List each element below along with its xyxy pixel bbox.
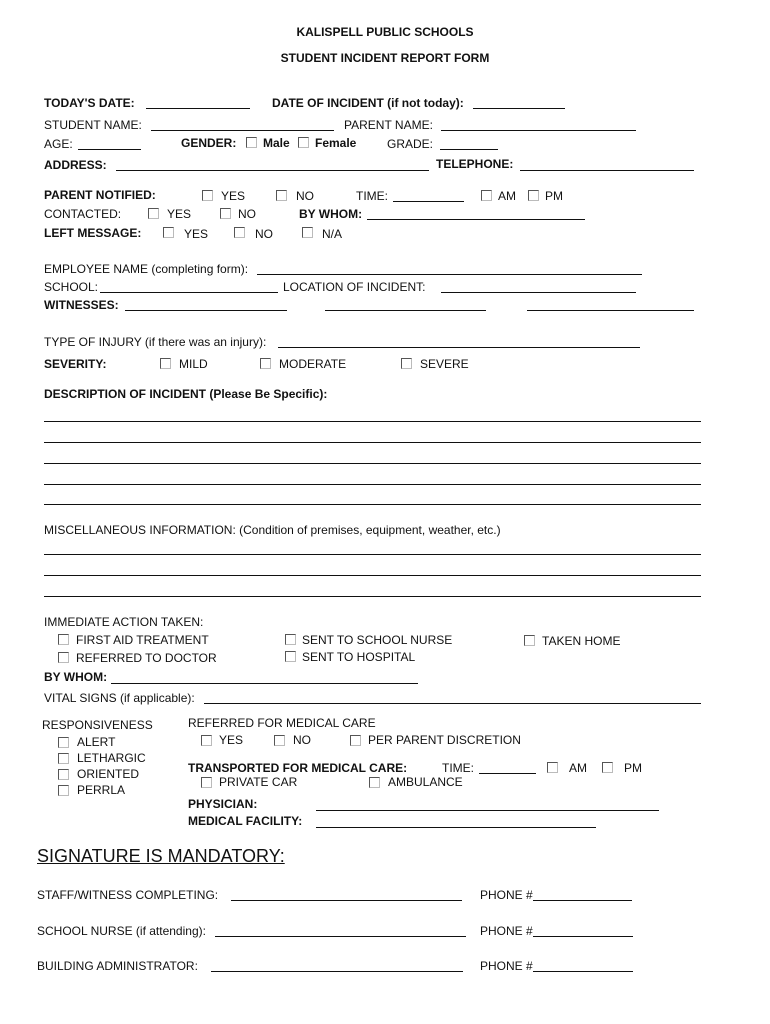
address-field[interactable] <box>116 170 429 171</box>
message-yes-checkbox[interactable] <box>163 227 174 238</box>
witnesses-label: WITNESSES: <box>44 298 119 312</box>
parent-name-field[interactable] <box>441 130 636 131</box>
employee-name-label: EMPLOYEE NAME (completing form): <box>44 262 249 276</box>
parent-discretion-label: PER PARENT DISCRETION <box>368 733 521 747</box>
transported-label: TRANSPORTED FOR MEDICAL CARE: <box>188 761 408 775</box>
responsiveness-label: RESPONSIVENESS <box>42 718 153 732</box>
grade-label: GRADE: <box>387 137 434 151</box>
taken-home-label: TAKEN HOME <box>542 634 621 648</box>
telephone-label: TELEPHONE: <box>436 157 514 171</box>
notified-time-label: TIME: <box>356 189 388 203</box>
description-line-5[interactable] <box>44 504 701 505</box>
sent-nurse-label: SENT TO SCHOOL NURSE <box>302 633 453 647</box>
transport-am-checkbox[interactable] <box>547 762 558 773</box>
parent-name-label: PARENT NAME: <box>344 118 433 132</box>
oriented-checkbox[interactable] <box>58 769 69 780</box>
gender-label: GENDER: <box>181 136 237 150</box>
medical-facility-label: MEDICAL FACILITY: <box>188 814 303 828</box>
contacted-yes-label: YES <box>167 207 192 221</box>
transport-time-label: TIME: <box>442 761 474 775</box>
school-field[interactable] <box>100 292 278 293</box>
staff-signature-field[interactable] <box>231 900 462 901</box>
staff-signature-label: STAFF/WITNESS COMPLETING: <box>37 888 219 902</box>
physician-label: PHYSICIAN: <box>188 797 258 811</box>
contacted-no-label: NO <box>238 207 256 221</box>
witness-2-field[interactable] <box>325 310 486 311</box>
misc-line-2[interactable] <box>44 575 701 576</box>
telephone-field[interactable] <box>520 170 694 171</box>
severity-mild-label: MILD <box>179 357 208 371</box>
address-label: ADDRESS: <box>44 158 107 172</box>
ambulance-label: AMBULANCE <box>388 775 463 789</box>
nurse-signature-field[interactable] <box>215 936 466 937</box>
grade-field[interactable] <box>440 149 498 150</box>
action-by-whom-label: BY WHOM: <box>44 670 108 684</box>
vital-signs-field[interactable] <box>204 703 701 704</box>
gender-female-checkbox[interactable] <box>298 137 309 148</box>
todays-date-label: TODAY'S DATE: <box>44 96 135 110</box>
staff-phone-label: PHONE # <box>480 888 533 902</box>
message-no-label: NO <box>255 227 273 241</box>
age-label: AGE: <box>44 137 73 151</box>
todays-date-field[interactable] <box>146 108 250 109</box>
admin-signature-label: BUILDING ADMINISTRATOR: <box>37 959 198 973</box>
sent-nurse-checkbox[interactable] <box>285 634 296 645</box>
contacted-by-whom-label: BY WHOM: <box>299 207 363 221</box>
referred-medical-label: REFERRED FOR MEDICAL CARE <box>188 716 376 730</box>
medical-no-checkbox[interactable] <box>274 735 285 746</box>
medical-facility-field[interactable] <box>316 827 596 828</box>
notified-pm-label: PM <box>545 189 563 203</box>
witness-1-field[interactable] <box>125 310 287 311</box>
misc-label: MISCELLANEOUS INFORMATION: (Condition of premises, equipment, weather, etc.) <box>44 523 501 537</box>
gender-male-checkbox[interactable] <box>246 137 257 148</box>
left-message-label: LEFT MESSAGE: <box>44 226 142 240</box>
incident-date-field[interactable] <box>473 108 565 109</box>
notified-no-label: NO <box>296 189 314 203</box>
message-no-checkbox[interactable] <box>234 227 245 238</box>
transport-pm-label: PM <box>624 761 642 775</box>
admin-phone-label: PHONE # <box>480 959 533 973</box>
referred-doctor-checkbox[interactable] <box>58 652 69 663</box>
gender-male-label: Male <box>263 136 290 150</box>
referred-doctor-label: REFERRED TO DOCTOR <box>76 651 217 665</box>
medical-no-label: NO <box>293 733 311 747</box>
description-line-4[interactable] <box>44 484 701 485</box>
location-label: LOCATION OF INCIDENT: <box>283 280 426 294</box>
severity-label: SEVERITY: <box>44 357 107 371</box>
contacted-no-checkbox[interactable] <box>220 208 231 219</box>
nurse-signature-label: SCHOOL NURSE (if attending): <box>37 924 206 938</box>
signature-heading: SIGNATURE IS MANDATORY: <box>37 846 285 866</box>
transport-pm-checkbox[interactable] <box>602 762 613 773</box>
message-na-label: N/A <box>322 227 343 241</box>
notified-yes-label: YES <box>221 189 246 203</box>
perrla-label: PERRLA <box>77 783 126 797</box>
perrla-checkbox[interactable] <box>58 785 69 796</box>
parent-notified-label: PARENT NOTIFIED: <box>44 188 156 202</box>
nurse-phone-label: PHONE # <box>480 924 533 938</box>
form-title: STUDENT INCIDENT REPORT FORM <box>280 51 490 65</box>
notified-yes-checkbox[interactable] <box>202 190 213 201</box>
first-aid-label: FIRST AID TREATMENT <box>76 633 209 647</box>
action-by-whom-field[interactable] <box>111 683 418 684</box>
physician-field[interactable] <box>316 810 659 811</box>
misc-line-3[interactable] <box>44 596 701 597</box>
ambulance-checkbox[interactable] <box>369 777 380 788</box>
sent-hospital-checkbox[interactable] <box>285 651 296 662</box>
location-field[interactable] <box>441 292 636 293</box>
alert-label: ALERT <box>77 735 116 749</box>
private-car-label: PRIVATE CAR <box>219 775 298 789</box>
student-name-label: STUDENT NAME: <box>44 118 142 132</box>
district-title: KALISPELL PUBLIC SCHOOLS <box>296 25 474 39</box>
employee-name-field[interactable] <box>257 274 642 275</box>
transport-time-field[interactable] <box>479 773 536 774</box>
contacted-by-whom-field[interactable] <box>367 219 585 220</box>
description-line-3[interactable] <box>44 463 701 464</box>
severity-moderate-label: MODERATE <box>279 357 347 371</box>
misc-line-1[interactable] <box>44 554 701 555</box>
vital-signs-label: VITAL SIGNS (if applicable): <box>44 691 195 705</box>
staff-phone-field[interactable] <box>533 900 632 901</box>
admin-signature-field[interactable] <box>211 971 463 972</box>
description-line-1[interactable] <box>44 421 701 422</box>
school-label: SCHOOL: <box>44 280 99 294</box>
medical-yes-label: YES <box>219 733 244 747</box>
message-na-checkbox[interactable] <box>302 227 313 238</box>
injury-type-label: TYPE OF INJURY (if there was an injury): <box>44 335 267 349</box>
oriented-label: ORIENTED <box>77 767 140 781</box>
age-field[interactable] <box>78 149 141 150</box>
severity-severe-label: SEVERE <box>420 357 469 371</box>
notified-time-field[interactable] <box>393 201 464 202</box>
contacted-label: CONTACTED: <box>44 207 122 221</box>
notified-am-label: AM <box>498 189 516 203</box>
taken-home-checkbox[interactable] <box>524 635 535 646</box>
contacted-yes-checkbox[interactable] <box>148 208 159 219</box>
alert-checkbox[interactable] <box>58 737 69 748</box>
severity-mild-checkbox[interactable] <box>160 358 171 369</box>
private-car-checkbox[interactable] <box>201 777 212 788</box>
severity-moderate-checkbox[interactable] <box>260 358 271 369</box>
medical-yes-checkbox[interactable] <box>201 735 212 746</box>
first-aid-checkbox[interactable] <box>58 634 69 645</box>
gender-female-label: Female <box>315 136 357 150</box>
parent-discretion-checkbox[interactable] <box>350 735 361 746</box>
witness-3-field[interactable] <box>527 310 694 311</box>
student-name-field[interactable] <box>151 130 334 131</box>
severity-severe-checkbox[interactable] <box>401 358 412 369</box>
description-line-2[interactable] <box>44 442 701 443</box>
lethargic-checkbox[interactable] <box>58 753 69 764</box>
nurse-phone-field[interactable] <box>533 936 633 937</box>
transport-am-label: AM <box>569 761 587 775</box>
description-label: DESCRIPTION OF INCIDENT (Please Be Specific): <box>44 387 328 401</box>
lethargic-label: LETHARGIC <box>77 751 146 765</box>
sent-hospital-label: SENT TO HOSPITAL <box>302 650 416 664</box>
injury-type-field[interactable] <box>278 347 640 348</box>
message-yes-label: YES <box>184 227 209 241</box>
incident-date-label: DATE OF INCIDENT (if not today): <box>272 96 464 110</box>
immediate-action-label: IMMEDIATE ACTION TAKEN: <box>44 615 204 629</box>
notified-am-checkbox[interactable] <box>481 190 492 201</box>
notified-no-checkbox[interactable] <box>276 190 287 201</box>
notified-pm-checkbox[interactable] <box>528 190 539 201</box>
admin-phone-field[interactable] <box>533 971 633 972</box>
